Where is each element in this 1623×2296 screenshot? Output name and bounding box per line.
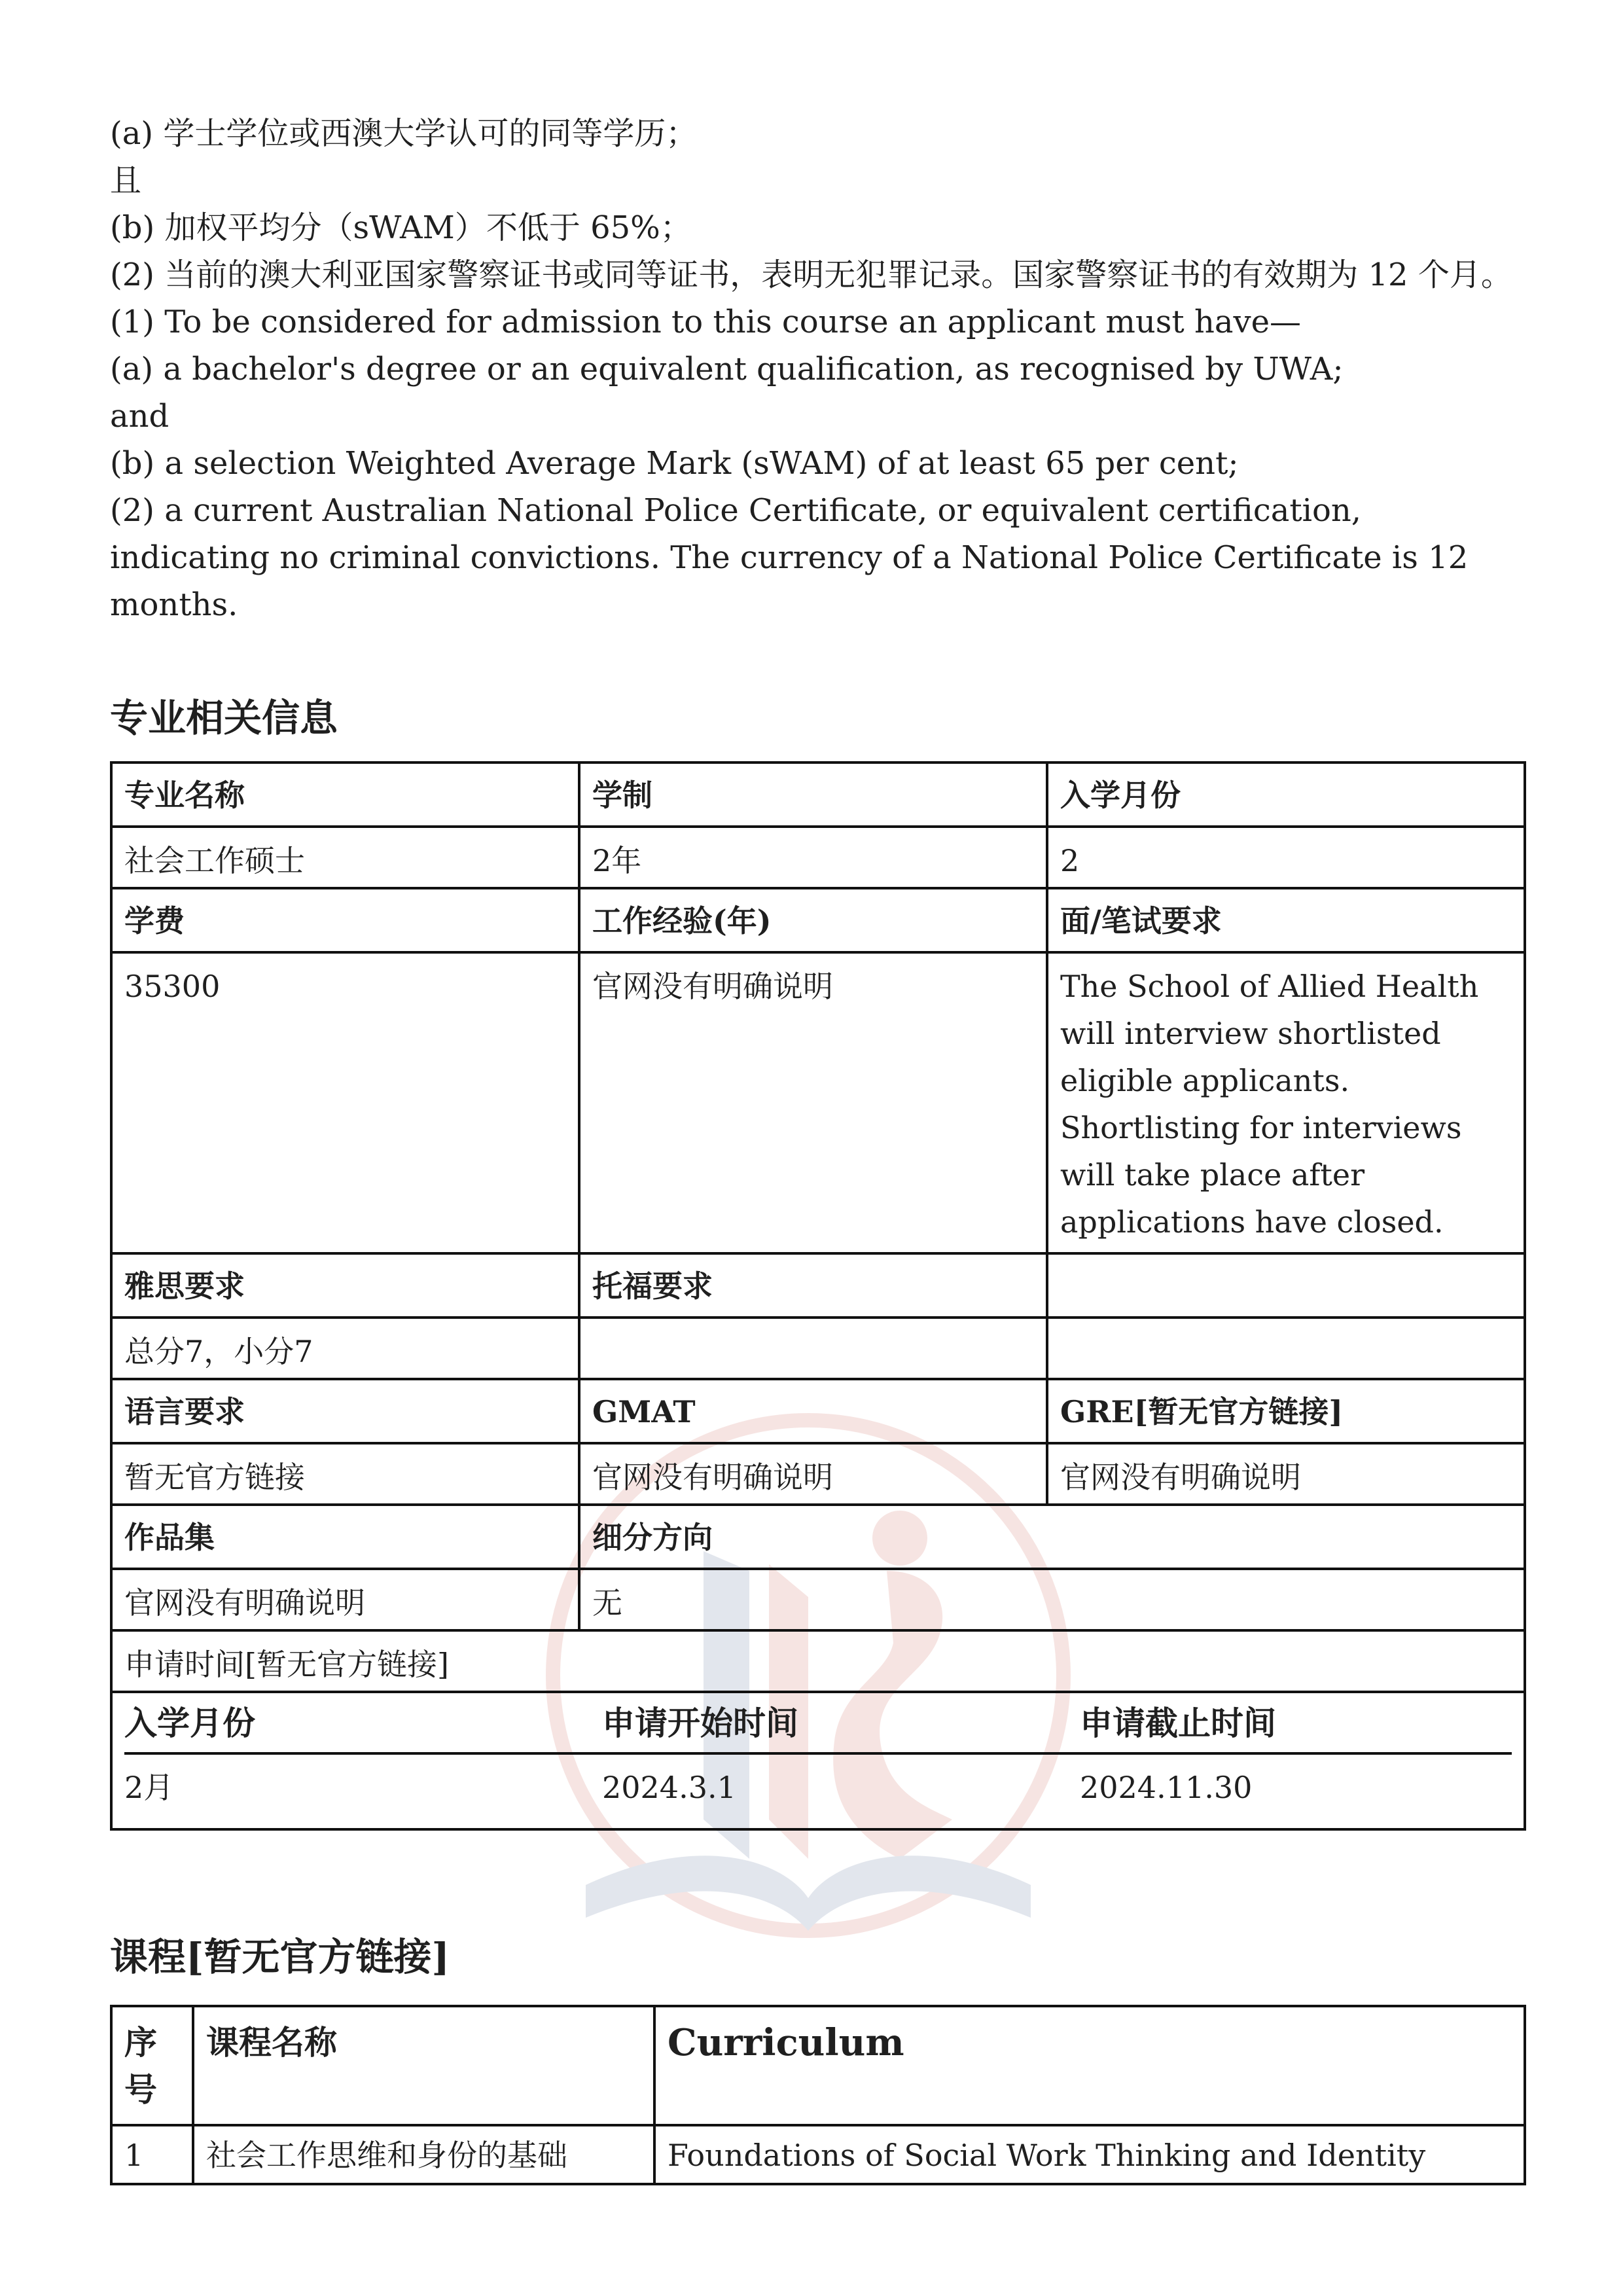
tuition-label: 学费 — [111, 888, 579, 952]
portfolio-label: 作品集 — [111, 1505, 579, 1569]
work-experience-label: 工作经验(年) — [579, 888, 1047, 952]
empty-cell — [1047, 1253, 1525, 1318]
intro-line: (2) 当前的澳大利亚国家警察证书或同等证书，表明无犯罪记录。国家警察证书的有效期为 12 个月。 — [110, 257, 1512, 293]
intro-line: (2) a current Australian National Police Certificate, or equivalent certification, indicating no criminal convictions. The currency of a National Police Certificate is 12 months. — [110, 492, 1469, 623]
gre-label: GRE[暂无官方链接] — [1047, 1379, 1525, 1443]
gmat-value: 官网没有明确说明 — [579, 1443, 1047, 1505]
curriculum-label: Curriculum — [654, 2006, 1525, 2125]
direction-label: 细分方向 — [579, 1505, 1525, 1569]
course-no: 1 — [111, 2125, 193, 2184]
program-info-table — [110, 761, 1526, 1831]
app-end-label: 申请截止时间 — [1080, 1693, 1512, 1755]
intro-line: and — [110, 398, 169, 435]
section-title-info: 专业相关信息 — [110, 696, 338, 740]
intro-line: 且 — [110, 162, 142, 199]
duration-label: 学制 — [579, 762, 1047, 827]
duration-value: 2年 — [579, 827, 1047, 888]
app-end-value: 2024.11.30 — [1080, 1770, 1253, 1805]
course-curriculum: Foundations of Social Work Thinking and Identity — [654, 2125, 1525, 2184]
section-title-course: 课程[暂无官方链接] — [110, 1935, 450, 1979]
course-name-label: 课程名称 — [193, 2006, 654, 2125]
gmat-label: GMAT — [579, 1379, 1047, 1443]
language-value: 暂无官方链接 — [111, 1443, 579, 1505]
gre-value: 官网没有明确说明 — [1047, 1443, 1525, 1505]
major-value: 社会工作硕士 — [111, 827, 579, 888]
direction-value: 无 — [579, 1569, 1525, 1630]
language-label: 语言要求 — [111, 1379, 579, 1443]
course-no-label — [111, 2006, 193, 2125]
tuition-value: 35300 — [111, 952, 579, 1253]
app-month-value: 2月 — [124, 1770, 174, 1805]
work-experience-value: 官网没有明确说明 — [579, 952, 1047, 1253]
application-dates-table — [124, 1693, 1512, 1816]
application-time-label: 申请时间[暂无官方链接] — [111, 1630, 1525, 1692]
intro-text — [110, 110, 1524, 628]
application-dates-cell — [111, 1692, 1525, 1829]
intake-value: 2 — [1047, 827, 1525, 888]
intro-line: (a) a bachelor's degree or an equivalent qualification, as recognised by UWA; — [110, 351, 1344, 387]
interview-label: 面/笔试要求 — [1047, 888, 1525, 952]
intro-line: (1) To be considered for admission to this course an applicant must have— — [110, 304, 1302, 340]
course-name: 社会工作思维和身份的基础 — [193, 2125, 654, 2184]
ielts-value: 总分7，小分7 — [111, 1318, 579, 1379]
intro-line: (a) 学士学位或西澳大学认可的同等学历； — [110, 115, 698, 152]
ielts-label: 雅思要求 — [111, 1253, 579, 1318]
app-start-label: 申请开始时间 — [602, 1693, 1080, 1755]
intro-line: (b) 加权平均分（sWAM）不低于 65%； — [110, 209, 692, 246]
major-label: 专业名称 — [111, 762, 579, 827]
toefl-label: 托福要求 — [579, 1253, 1047, 1318]
empty-cell — [1047, 1318, 1525, 1379]
app-month-label: 入学月份 — [124, 1693, 602, 1755]
app-start-value: 2024.3.1 — [602, 1770, 736, 1805]
course-table — [110, 2005, 1526, 2185]
toefl-value — [579, 1318, 1047, 1379]
intro-line: (b) a selection Weighted Average Mark (sWAM) of at least 65 per cent; — [110, 445, 1239, 482]
intake-label: 入学月份 — [1047, 762, 1525, 827]
interview-value: The School of Allied Health will interview shortlisted eligible applicants. Shortlisting for interviews will take place after applications have closed. — [1047, 952, 1525, 1253]
portfolio-value: 官网没有明确说明 — [111, 1569, 579, 1630]
course-no-label-text: 序号 — [124, 2023, 157, 2109]
